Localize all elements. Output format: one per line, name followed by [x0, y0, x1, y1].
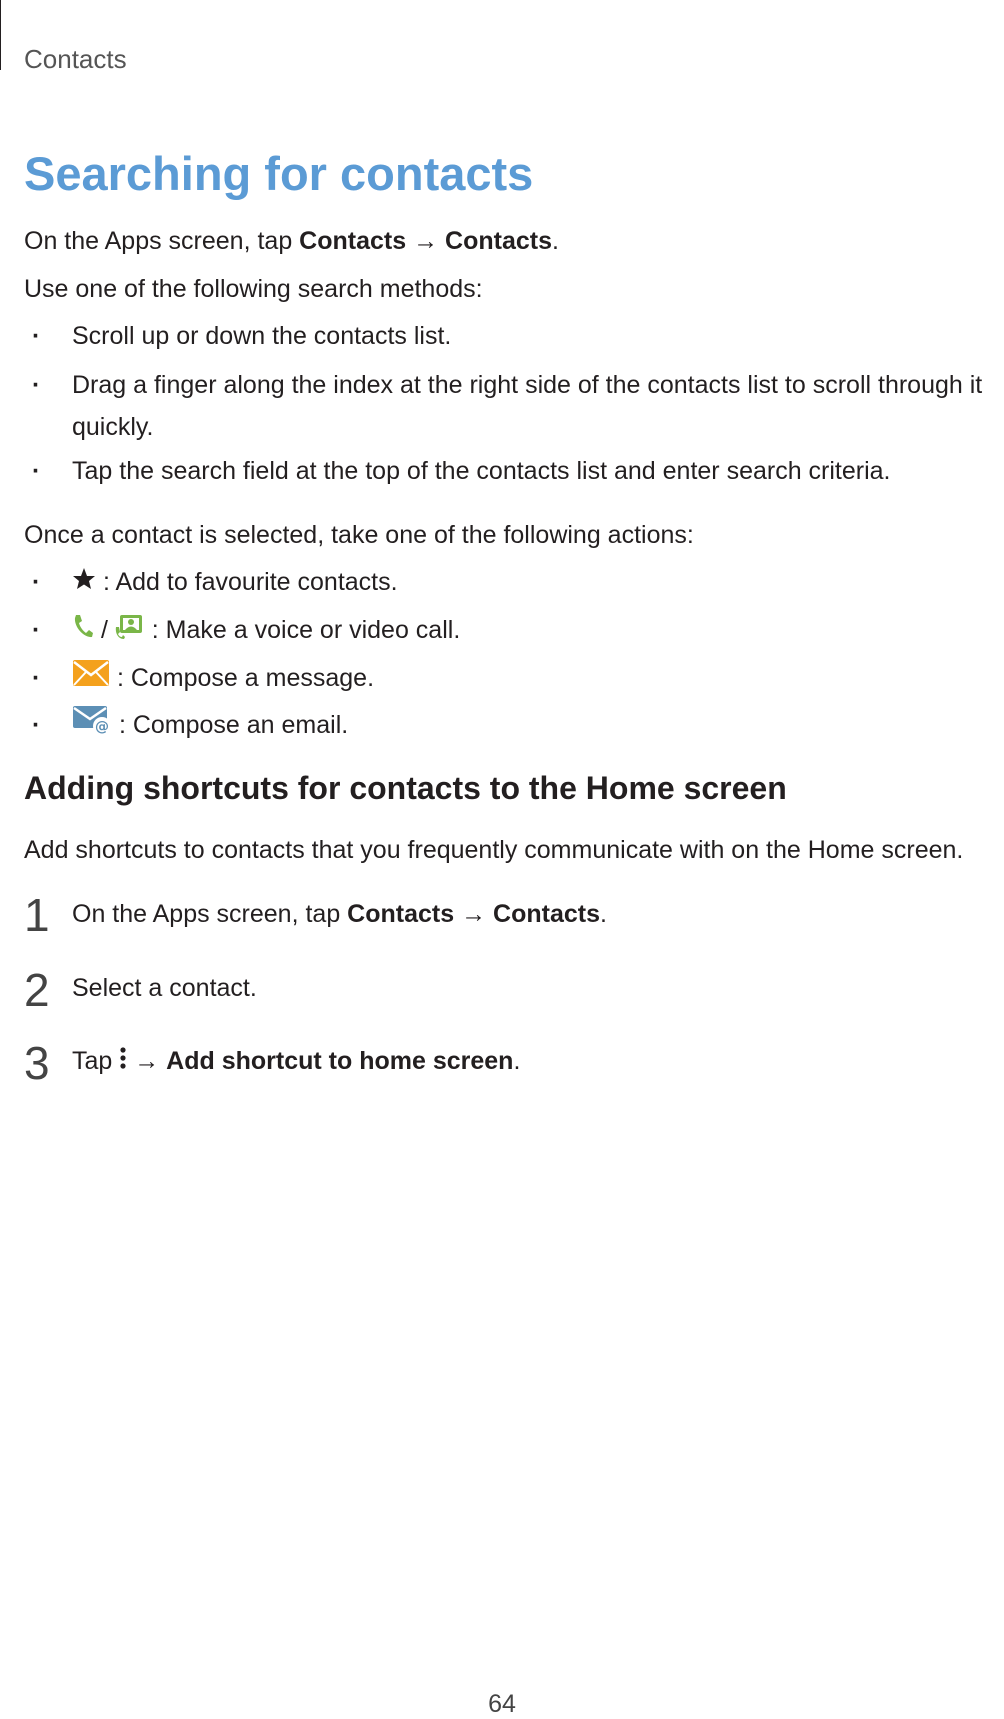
contacts-app-link: Contacts: [299, 227, 407, 255]
page-rule: [0, 0, 1, 70]
svg-text:@: · @: [95, 718, 109, 735]
step-2-text: Select a contact.: [72, 974, 257, 1002]
step-3-text: Tap → Add shortcut to home screen.: [72, 1044, 520, 1079]
video-call-icon: [115, 610, 145, 652]
action-message: · : Compose a message.: [72, 657, 1002, 700]
contacts-tab-link: Contacts: [445, 227, 553, 255]
methods-intro: Use one of the following search methods:: [24, 275, 483, 303]
intro-paragraph: On the Apps screen, tap Contacts → Contacts.: [24, 227, 559, 255]
star-icon: [72, 562, 96, 604]
method-item: · Tap the search field at the top of the contacts list and enter search criteria.: [72, 450, 1002, 492]
email-at-icon: [72, 705, 112, 748]
step-1-text: On the Apps screen, tap Contacts → Contacts.: [72, 900, 607, 928]
section-header: Contacts: [24, 44, 127, 74]
page-title: Searching for contacts: [24, 147, 534, 200]
method-item: · Scroll up or down the contacts list.: [72, 315, 1002, 357]
action-favourite: · : Add to favourite contacts.: [72, 561, 1002, 604]
step-number: 3: [24, 1037, 50, 1089]
page-number: 64: [488, 1690, 516, 1718]
step-number: 1: [24, 889, 50, 941]
phone-icon: [72, 610, 94, 652]
section-heading: Adding shortcuts for contacts to the Home screen: [24, 770, 787, 806]
action-email: · @ : Compose an email.: [72, 704, 1002, 748]
action-call: · / : Make a voice or video call.: [72, 609, 1002, 652]
envelope-icon: [72, 658, 110, 700]
actions-intro: Once a contact is selected, take one of the following actions:: [24, 521, 694, 549]
step-number: 2: [24, 964, 50, 1016]
method-item: · Drag a finger along the index at the right side of the contacts list to scroll through it quickly.: [72, 364, 1002, 448]
shortcuts-description: Add shortcuts to contacts that you frequently communicate with on the Home screen.: [24, 836, 964, 864]
